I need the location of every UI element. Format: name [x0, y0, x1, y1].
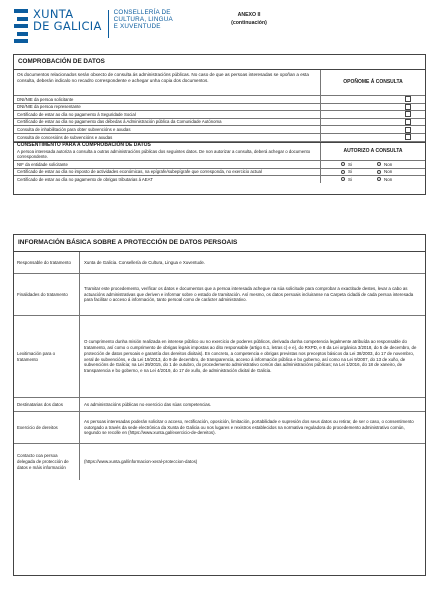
table-row: Finalidades do tratamento Tramitar este procedemento, verificar os datos e documentos que a persoa interesada achegue na súa solicitude para comprobar a exactitude destes, levar a cabo as actuacións administrativas que deriven e informar sobre o estado de tramitación. Así mesmo, os datos persoais incluiranse na Carpeta cidadá de cada persoa interesada para facilitar o acceso á información, tanto persoal como de carácter administrativo.: [14, 274, 425, 316]
table-row: Exercicio de dereitos As persoas interesadas poderán solicitar o acceso, rectificación, oposición, limitación, portabilidade e supresión dos seus datos ou retirar, de ser o caso, o consentimento outorgado a través da sede electrónica da Xunta de Galicia ou nos lugares e rexistros establecidos na normativa reguladora do procedemento administrativo común, segundo se recolle en (https://www.xunta.gal/exercicio-de-dereitos).: [14, 412, 425, 444]
yes-radio[interactable]: [341, 162, 345, 166]
oppose-checkbox[interactable]: [405, 111, 411, 117]
table-row: Destinatarias dos datos As administracións públicas no exercicio das súas competencias.: [14, 398, 425, 412]
oppose-checkbox[interactable]: [405, 104, 411, 110]
section-title: INFORMACIÓN BÁSICA SOBRE A PROTECCIÓN DE DATOS PERSOAIS: [14, 235, 425, 252]
oppose-checkbox[interactable]: [405, 134, 411, 140]
table-row: Consulta de concesións de subvencións e axudas: [14, 134, 425, 142]
department-name: CONSELLERÍA DE CULTURA, LINGUA E XUVENTUDE: [113, 9, 173, 30]
verification-intro-row: Os documentos relacionados serán obxecto de consulta ás administracións públicas. No caso de que as persoas interesadas se opoñan a esta consulta, deberán indicalo no recadro correspondente e achegar unha copia dos documentos. OPOÑOME Á CONSULTA: [14, 70, 425, 96]
oppose-checkbox[interactable]: [405, 127, 411, 133]
table-row: DNI/NIE da persoa solicitante: [14, 96, 425, 104]
xunta-logo: [14, 8, 173, 43]
oppose-header: OPOÑOME Á CONSULTA: [343, 78, 403, 85]
annex-label: ANEXO II (continuación): [231, 12, 267, 26]
xunta-crest-icon: [14, 9, 28, 43]
oppose-checkbox[interactable]: [405, 96, 411, 102]
xunta-wordmark: XUNTA DE GALICIA: [33, 7, 102, 33]
no-radio[interactable]: [377, 162, 381, 166]
table-row: NIF da entidade solicitante Si Non: [14, 161, 425, 169]
table-row: Contacto coa persoa delegada de protección de datos e máis información (https://www.xunta.gal/informacion-xeral-proteccion-datos): [14, 444, 425, 480]
table-row: Consulta de inhabilitación para obter subvencións e axudas: [14, 126, 425, 134]
consent-title: CONSENTIMENTO PARA A COMPROBACIÓN DE DATOS: [17, 142, 151, 149]
data-protection-section: [13, 234, 426, 576]
table-row: Certificado de estar ao día no pagamento das débedas á Administración pública da Comunidade Autónoma: [14, 119, 425, 127]
no-radio[interactable]: [377, 170, 381, 174]
consent-text: A persoa interesada autoriza a consulta a outras administracións públicas dos seguintes datos. De non autorizar a consulta, deberá achegar o documento correspondente.: [17, 148, 311, 159]
data-verification-section: [13, 54, 426, 195]
logo-divider: [108, 10, 109, 38]
oppose-checkbox[interactable]: [405, 119, 411, 125]
authorize-header: AUTORIZO A CONSULTA: [343, 147, 403, 154]
consent-header-row: [14, 142, 425, 161]
table-row: DNI/NIE da persoa representante: [14, 104, 425, 112]
table-row: Certificado de estar ao día no imposto de actividades económicas, na epígrafe/subepígrafe que corresponda, no exercicio actual Si Non: [14, 169, 425, 177]
section-title: COMPROBACIÓN DE DATOS: [14, 55, 425, 70]
no-radio[interactable]: [377, 177, 381, 181]
table-row: Certificado de estar ao día no pagamento á Seguridade Social: [14, 111, 425, 119]
yes-radio[interactable]: [341, 170, 345, 174]
table-row: Lexitimación para o tratamento O cumprimento dunha misión realizada en interese público ou no exercicio de poderes públicos, derivada dunha competencia legalmente atribuída ao responsable do tratamento, así como o cumprimento de obrigas legais impostas ao dito responsable (artigo 6.1, letras c) e e), do RXPD, e 8 da Lei orgánica 3/2018, do 5 de decembro, de protección de datos persoais e garantía dos dereitos dixitais). En concreto, a competencia e obrigas previstas nos preceptos básicos da Lei 38/2003, do 17 de novembro, xeral de subvencións, e da Lei 19/2013, do 9 de decembro, de transparencia, acceso á información pública e bo goberno, así como na Lei 9/2007, do 13 de xuño, de subvencións de Galicia; na Lei 39/2015, do 1 de outubro, do procedemento administrativo común das administracións públicas; na Lei 1/2016, do 18 de xaneiro, de transparencia e bo goberno, e na Lei 4/2019, do 17 de xullo, de administración dixital de Galicia.: [14, 316, 425, 398]
document-header: [14, 8, 426, 52]
table-row: Responsable do tratamento Xunta de Galicia. Consellería de Cultura, Lingua e Xuventude.: [14, 252, 425, 274]
table-row: Certificado de estar ao día no pagamento de obrigas tributarias á AEAT Si Non: [14, 176, 425, 183]
yes-radio[interactable]: [341, 177, 345, 181]
